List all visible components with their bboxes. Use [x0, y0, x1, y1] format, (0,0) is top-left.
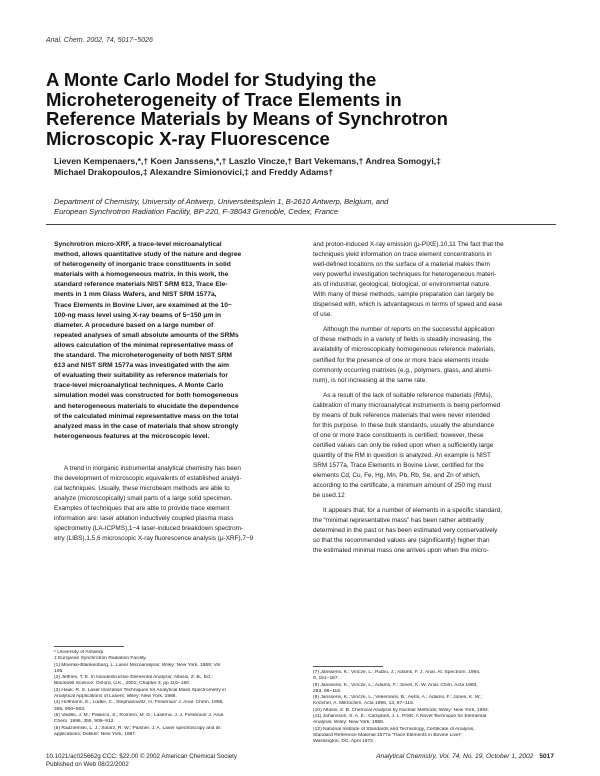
text-line: Although the number of reports on the successful application: [323, 326, 495, 334]
text-line: repeated analyses of small absolute amounts of the SRMs: [54, 331, 239, 339]
text-line: determined in the past or has been estimated very conservatively: [313, 527, 498, 535]
text-line: materials with a homogeneous matrix. In this work, the: [54, 271, 229, 279]
text-line: Washington, DC, April 1972.: [313, 739, 375, 745]
text-line: the estimated minimal mass one arrives upon when the micro-: [313, 547, 489, 555]
text-line: spectrometry (LA-ICPMS),1−4 laser-induced breakdown spectrom-: [54, 525, 244, 533]
journal-issue: Analytical Chemistry, Vol. 74, No. 19, October 1, 2002: [376, 753, 534, 760]
text-line: With many of these methods, sample preparation can largely be: [313, 291, 494, 299]
text-line: Analysis; Wiley: New York, 1988.: [313, 720, 385, 726]
text-line: and heterogeneous materials to elucidate the dependence: [54, 402, 239, 410]
text-line: of these methods in a variety of fields is steadily increasing, the: [313, 336, 492, 344]
text-line: Knöchel, A. Mikrochim. Acta 1996, 13, 87−115.: [313, 701, 415, 707]
text-line: 9, 151−157.: [313, 676, 339, 682]
text-line: als of industrial, geological, biological, or environmental nature.: [313, 281, 491, 289]
text-line: (12) National Institute of Standards and Technology, Certificate of Analysis,: [313, 726, 475, 732]
text-line: 355, 900−903.: [54, 706, 86, 712]
right-column-body: [313, 240, 559, 556]
text-line: Examples of techniques that are able to provide trace element: [54, 505, 230, 513]
text-line: according to the certificate, a minimum amount of 250 mg must: [313, 482, 492, 490]
text-line: standard reference materials NIST SRM 613, Trace Ele-: [54, 281, 228, 289]
text-line: the standard. The microheterogeneity of both NIST SRM: [54, 352, 232, 360]
text-line: (7) Janssens, K.; Vincze, L.; Rubio, J.; Adams, F. J. Anal. At. Spectrom. 1994,: [313, 670, 481, 675]
text-line: 100-ng mass level using X-ray beams of 5−150 μm in: [54, 311, 222, 319]
text-line: certified for the presence of one or more trace elements inside: [313, 356, 489, 364]
text-line: analyzed mass in the case of materials that show strongly: [54, 422, 239, 430]
text-line: (6) Radziemski, L. J.; Solarz, R. W.; Paisner, J. A. Laser spectroscopy and its: [54, 725, 221, 731]
text-line: of heterogeneity of inorganic trace constituents in solid: [54, 261, 231, 269]
text-line: ments in 1 mm Glass Wafers, and NIST SRM 1577a,: [54, 291, 217, 299]
affiliations: [54, 197, 388, 217]
text-line: be used.12: [313, 492, 345, 500]
text-line: * University of Antwerp.: [54, 650, 105, 655]
text-line: Blackwell Science: Oxford, U.K., 2001; Chapter 3, pp 115−150.: [54, 681, 191, 687]
text-line: 105.: [54, 668, 64, 674]
text-line: allows calculation of the minimal representative mass of: [54, 341, 234, 349]
text-line: very powerful investigation techniques for heterogeneous materi-: [313, 271, 497, 279]
text-line: information are: laser ablation inductively coupled plasma mass: [54, 515, 234, 523]
footnotes-left: [54, 650, 303, 738]
text-line: well-defined locations on the surface of a material makes them: [313, 261, 490, 269]
published-line: Published on Web 08/22/2002: [46, 761, 129, 768]
text-line: of the calculated minimal representative mass on the total: [54, 412, 239, 420]
title-line: Microscopic X-ray Fluorescence: [46, 127, 330, 149]
text-line: 613 and NIST SRM 1577a was investigated with the aim: [54, 362, 230, 370]
page-number: 5017: [539, 753, 554, 760]
text-line: for this purpose. In these bulk standards, usually the abundance: [313, 421, 495, 429]
footnote-divider: [54, 646, 124, 647]
article-title: [46, 70, 466, 148]
text-line: of one or more trace constituents is certified; however, these: [313, 431, 484, 439]
text-line: As a result of the lack of suitable reference materials (RMs),: [323, 391, 493, 399]
text-line: etry (LIBS),1,5,6 microscopic X-ray fluorescence analysis (μ-XRF),7−9: [54, 535, 254, 543]
title-line: Microheterogeneity of Trace Elements in: [46, 88, 402, 110]
text-line: method, allows quantitative study of the nature and degree: [54, 251, 242, 259]
text-line: A trend in inorganic instrumental analytical chemistry has been: [64, 465, 241, 472]
text-line: quantity of the RM in question is analyzed. An example is NIST: [313, 451, 491, 459]
text-line: cal techniques. Usually, these microbeam methods are able to: [54, 485, 230, 493]
text-line: by means of bulk reference materials that were never intended: [313, 411, 490, 419]
text-line: trace-level microanalytical techniques. A Monte Carlo: [54, 382, 224, 390]
text-line: diameter. A procedure based on a large number of: [54, 321, 214, 329]
text-line: dispensed with, which is advantageous in terms of speed and ease: [313, 301, 503, 309]
footnotes-right: [313, 670, 559, 746]
text-line: availability of microscopically homogeneous reference materials,: [313, 346, 496, 354]
text-line: the development of microscopic equivalents of established analyti-: [54, 475, 242, 483]
affiliation-line: European Synchrotron Radiation Facility, BP 220, F-38043 Grenoble, Cedex, France: [54, 207, 339, 216]
text-line: Chem. 1996, 355, 909−912.: [54, 719, 115, 725]
text-line: and proton-induced X-ray emission (μ-PIXE).10,11 The fact that the: [313, 241, 504, 248]
text-line: of evaluating their suitability as reference materials for: [54, 372, 228, 380]
text-line: Standard Reference Material 1577a 'Trace Elements in Bovine Liver';: [313, 732, 463, 738]
author-list: [54, 156, 441, 178]
text-line: applications; Dekker: New York, 1987.: [54, 731, 137, 737]
text-line: of use.: [313, 311, 333, 319]
text-line: Synchrotron micro-XRF, a trace-level microanalytical: [54, 241, 222, 248]
text-line: Trace Elements in Bovine Liver, are examined at the 10−: [54, 301, 232, 309]
journal-citation: Anal. Chem. 2002, 74, 5017−5026: [46, 37, 153, 44]
text-line: (10) Alfassi, Z. B. Chemical Analysis by Nuclear Methods; Wiley: New York, 1994.: [313, 707, 490, 713]
affiliation-line: Department of Chemistry, University of Antwerp, Universiteitsplein 1, B-2610 Antwerp, Belgium, and: [54, 197, 389, 206]
text-line: the “minimal representative mass” has been rather arbitrarily: [313, 517, 484, 525]
text-line: (5) Vadillo, J. M.; Palanco, S.; Romero, M. D.; Laserna, J. J. Fresenius' J. Anal.: [54, 712, 225, 718]
text-line: techniques yield information on trace element concentrations in: [313, 251, 492, 259]
text-line: (8) Janssens, K.; Vincze, L.; Adams, F.; Jones, K. W. Anal. Chim. Acta 1993,: [313, 682, 478, 688]
text-line: It appears that, for a number of elements in a specific standard,: [323, 507, 503, 515]
header-divider: [46, 224, 556, 225]
abstract: [54, 240, 303, 442]
text-line: (4) Hoffmann, E.; Lüdke, C.; Stephanowitz, H. Fresenius' J. Anal. Chem. 1996,: [54, 700, 224, 706]
text-line: (1) Moenke-Blankenburg, L. Laser Microanalysis; Wiley: New York, 1989; Vol: [54, 662, 221, 668]
text-line: certified values can only be relied upon when a sufficiently large: [313, 441, 494, 449]
text-line: (9) Janssens, K.; Vincze, L.; Vekemans, B.; Aerts, A.; Adams, F.; Jones, K. W.;: [313, 695, 482, 701]
text-line: ‡ European Synchrotron Radiation Facility.: [54, 656, 147, 662]
author-line: Lieven Kempenaers,*,† Koen Janssens,*,† Laszlo Vincze,† Bart Vekemans,† Andrea Somogyi,‡: [54, 156, 441, 166]
text-line: heterogeneous features at the microscopic level.: [54, 432, 210, 440]
title-line: A Monte Carlo Model for Studying the: [46, 69, 377, 90]
text-line: (3) Hauk, R. S. Laser Ionization Techniques for Analytical Mass Spectrometry in: [54, 687, 226, 693]
text-line: commonly occurring matrixes (e.g., polymers, glass, and alumi-: [313, 366, 492, 374]
text-line: calibration of many microanalytical instruments is being performed: [313, 401, 501, 409]
text-line: simulation model was constructed for both homogeneous: [54, 392, 239, 400]
author-line: Michael Drakopoulos,‡ Alexandre Simionovici,‡ and Freddy Adams†: [54, 167, 334, 177]
text-line: elements Cd, Cu, Fe, Hg, Mn, Pb, Rb, Se, and Zn of which,: [313, 472, 481, 480]
text-line: SRM 1577a, Trace Elements in Bovine Liver, certified for the: [313, 461, 484, 469]
text-line: so that the recommended values are (significantly) higher than: [313, 537, 490, 545]
text-line: num), is not increasing at the same rate.: [313, 376, 428, 384]
journal-footer: [376, 753, 554, 761]
text-line: (11) Johansson, S. A. E.; Campbell, J. L. PIXE: A Novel Technique for Elemental: [313, 714, 487, 720]
text-line: 283, 98−119.: [313, 688, 342, 694]
text-line: Analytical Applications of Lasers; Wiley: New York, 1986.: [54, 694, 177, 700]
publication-info: [46, 753, 237, 769]
left-column-body: [54, 464, 303, 544]
doi-line: 10.1021/ac025662g CCC: $22.00 © 2002 American Chemical Society: [46, 753, 237, 760]
text-line: analyze (microscopically) small parts of a large solid specimen.: [54, 495, 233, 503]
text-line: (2) Jeffries, T. E. In Nondestructive Elemental Analysis; Alfassi, Z. B., Ed.;: [54, 675, 213, 681]
footnote-divider: [313, 666, 383, 667]
title-line: Reference Materials by Means of Synchrotron: [46, 108, 448, 129]
